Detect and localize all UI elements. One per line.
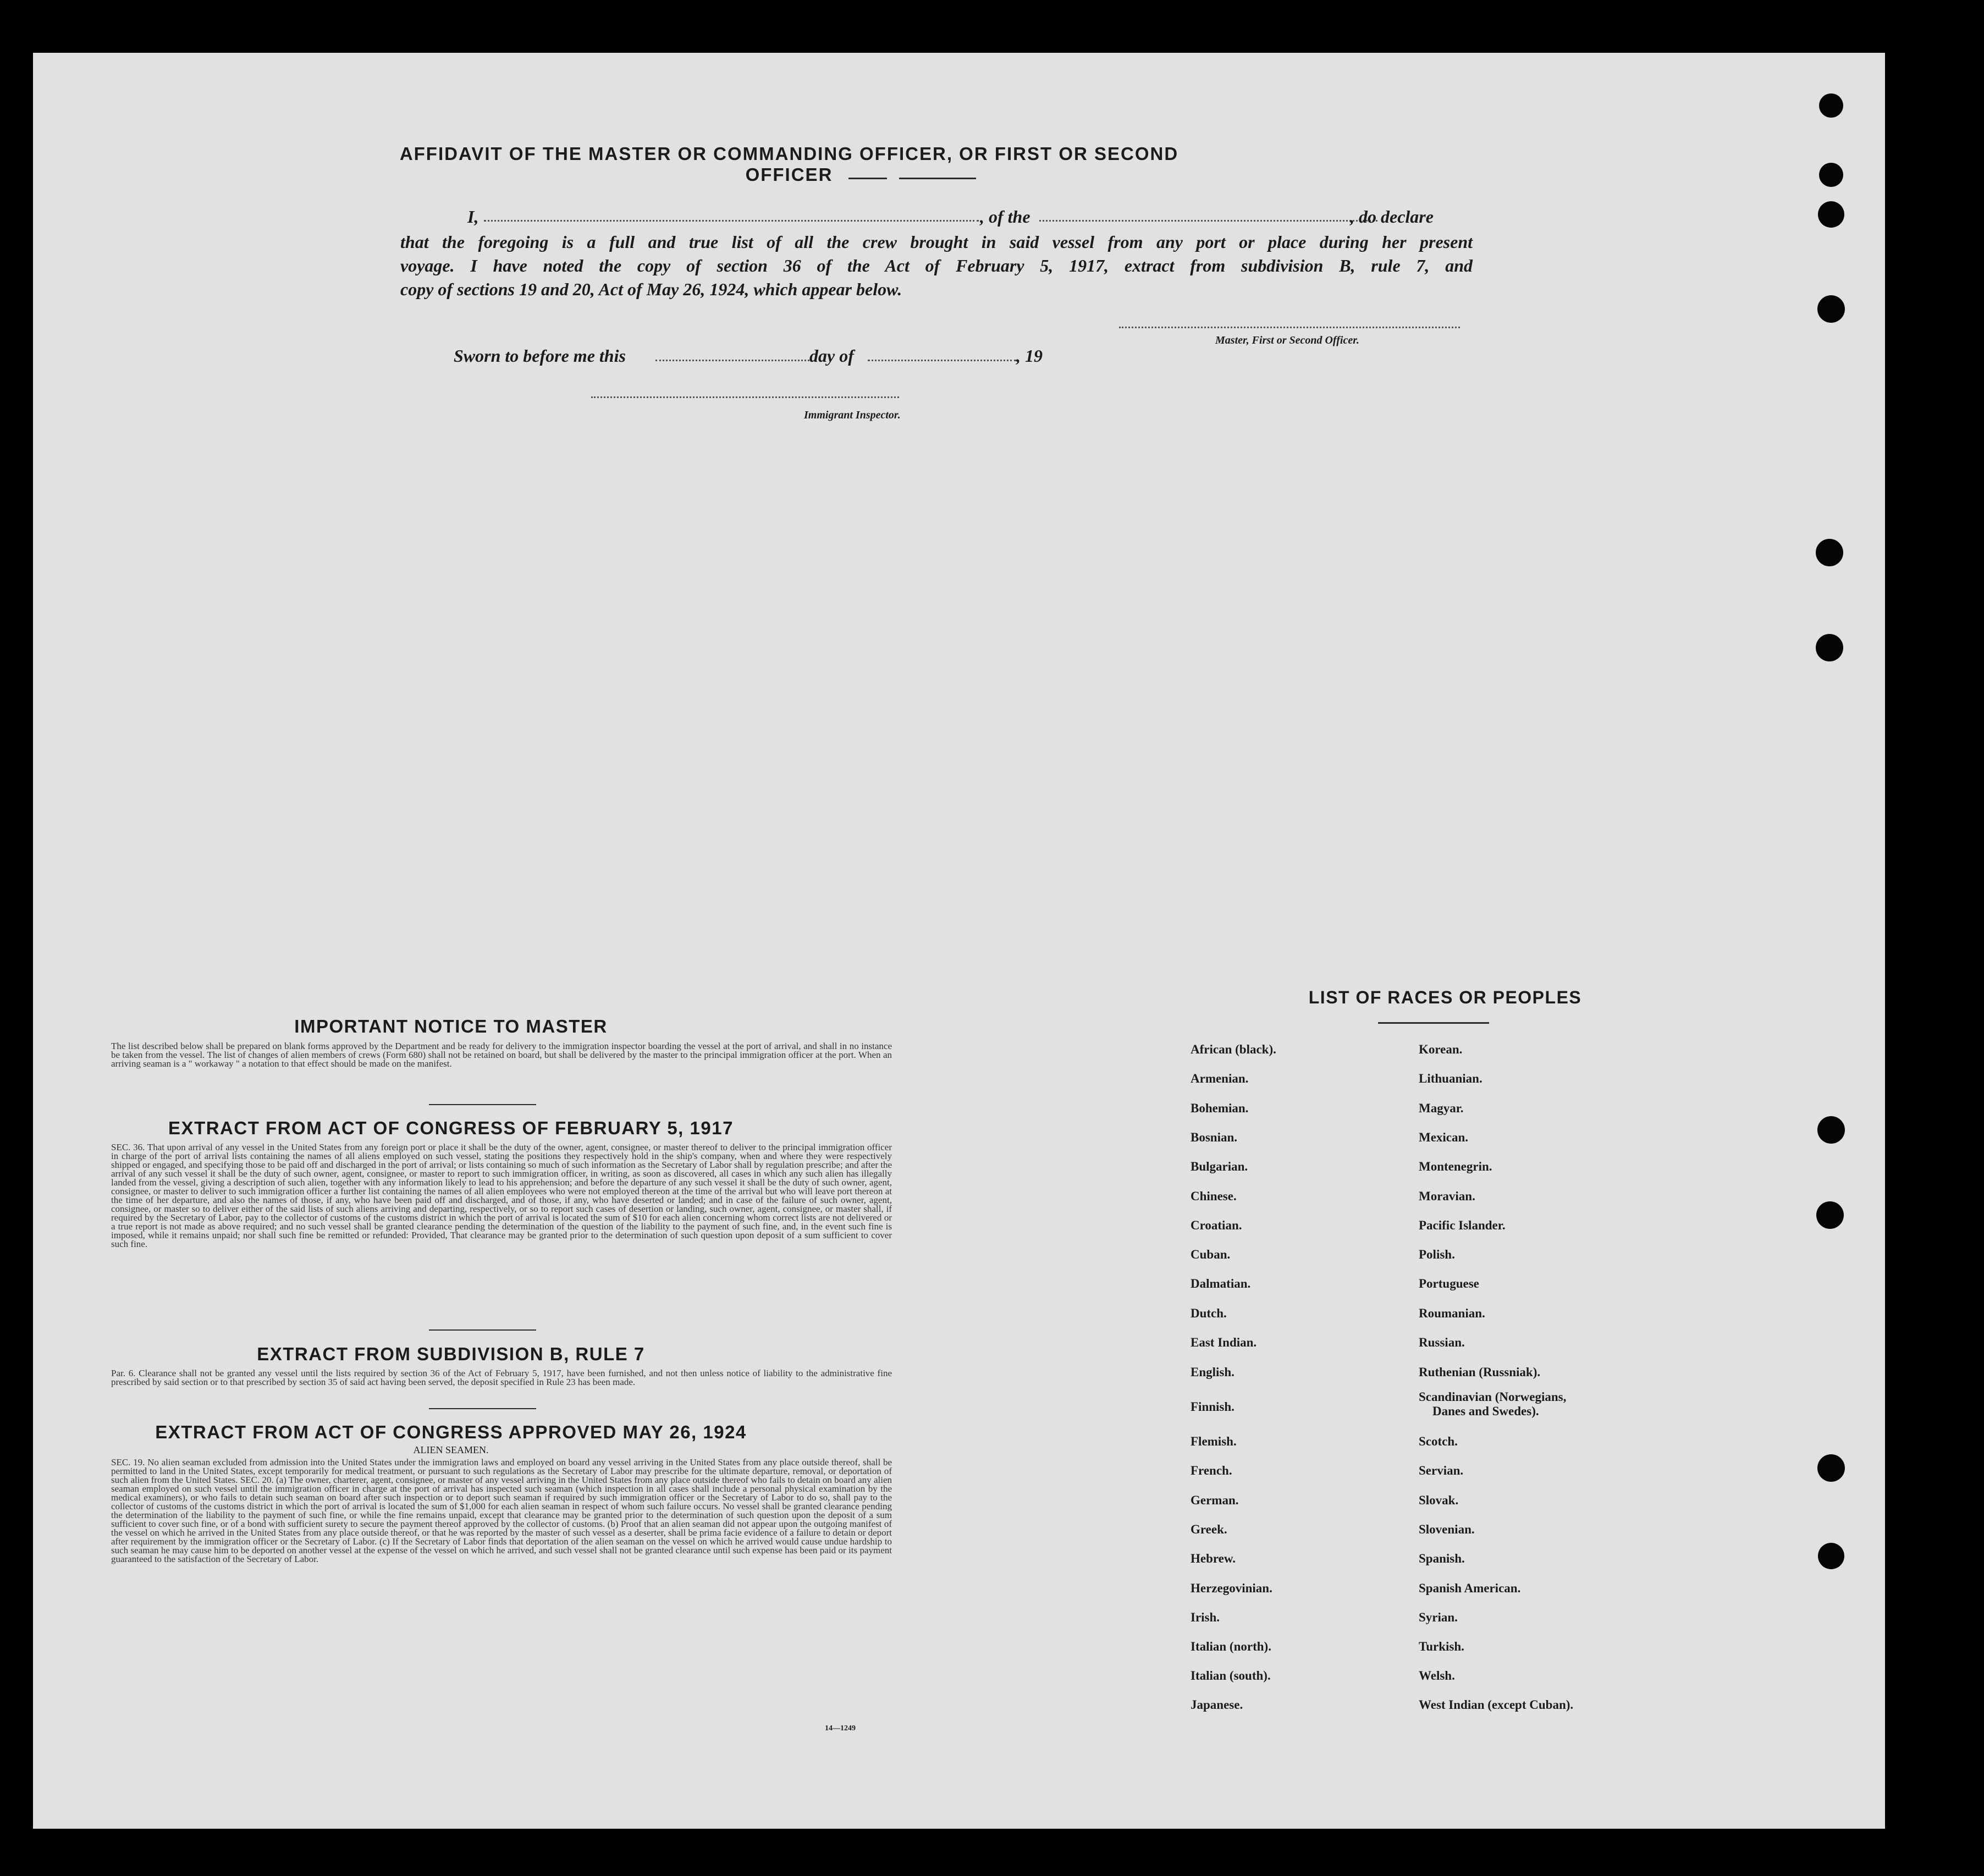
- race-item: Spanish.: [1419, 1552, 1465, 1565]
- race-item-continuation: Danes and Swedes).: [1432, 1404, 1539, 1418]
- race-item: Armenian.: [1191, 1072, 1249, 1085]
- section-divider: [429, 1408, 536, 1409]
- race-item: Japanese.: [1191, 1698, 1243, 1712]
- races-title: LIST OF RACES OR PEOPLES: [1308, 987, 1582, 1007]
- race-item: German.: [1191, 1493, 1239, 1507]
- affidavit-line: that the foregoing is a full and true list of all the crew brought in said vessel from any port or place during her present: [400, 232, 1473, 252]
- extract-1924-subtitle: ALIEN SEAMEN.: [413, 1444, 489, 1455]
- race-item: West Indian (except Cuban).: [1419, 1698, 1574, 1712]
- section-divider: [429, 1104, 536, 1105]
- declare-text: , do declare: [1350, 207, 1434, 227]
- race-item: French.: [1191, 1464, 1232, 1477]
- binder-hole: [1816, 1201, 1844, 1229]
- race-item: Bulgarian.: [1191, 1160, 1248, 1173]
- race-item: Bohemian.: [1191, 1101, 1249, 1115]
- race-item: Scandinavian (Norwegians,: [1419, 1390, 1567, 1404]
- declarant-name-field[interactable]: [484, 220, 979, 222]
- race-item: Roumanian.: [1419, 1306, 1485, 1320]
- race-item: Mexican.: [1419, 1130, 1469, 1144]
- title-rule: [848, 178, 887, 179]
- race-item: Hebrew.: [1191, 1552, 1236, 1565]
- race-item: Italian (south).: [1191, 1669, 1271, 1682]
- master-signature-field[interactable]: [1119, 327, 1460, 328]
- extract-1924-title: EXTRACT FROM ACT OF CONGRESS APPROVED MAY 26, 1924: [155, 1422, 747, 1442]
- race-item: Bosnian.: [1191, 1130, 1238, 1144]
- races-title-rule: [1378, 1022, 1489, 1024]
- race-item: Croatian.: [1191, 1218, 1242, 1232]
- affidavit-title: AFFIDAVIT OF THE MASTER OR COMMANDING OFFICER, OR FIRST OR SECOND OFFICER: [399, 144, 1179, 185]
- race-item: Irish.: [1191, 1610, 1220, 1624]
- master-signature-label: Master, First or Second Officer.: [1215, 334, 1359, 346]
- race-item: Montenegrin.: [1419, 1160, 1492, 1173]
- sworn-day-field[interactable]: [655, 360, 809, 361]
- extract-rule7-text: Par. 6. Clearance shall not be granted any vessel until the lists required by section 36 of the Act of February 5, 1917, have been furnished, and not then unless notice of liability to the administrative fine prescribed by said section or to that prescribed by section 35 of said act having been served, the deposit specified in Rule 23 has been made.: [111, 1368, 892, 1387]
- sworn-day-of: day of: [809, 346, 854, 366]
- race-item: Flemish.: [1191, 1434, 1237, 1448]
- binder-hole: [1817, 1116, 1845, 1144]
- binder-hole: [1818, 1543, 1844, 1569]
- race-item: Turkish.: [1419, 1640, 1464, 1653]
- race-item: Italian (north).: [1191, 1640, 1271, 1653]
- race-item: Slovenian.: [1419, 1522, 1475, 1536]
- extract-1917-title: EXTRACT FROM ACT OF CONGRESS OF FEBRUARY 5, 1917: [168, 1118, 734, 1138]
- extract-1924-text: SEC. 19. No alien seaman excluded from admission into the United States under the immigration laws and employed on board any vessel arriving in the United States from any place outside thereof, shall be permitted to land in the United States, except temporarily for medical treatment, or pursuant to such regulations as the Secretary of Labor may prescribe for the ultimate departure, removal, or deportation of such alien from the United States. SEC. 20. (a) The owner, charterer, agent, consignee, or master of any vessel arriving in the United States from any place outside thereof who fails to detain on board any alien seaman employed on such vessel until the immigration officer in charge at the port of arrival has inspected such seaman (which inspection in all cases shall include a personal physical examination by the medical examiners), or who fails to detain such seaman on board after such inspection or to deport such seaman if required by such immigration officer or the Secretary of Labor to do so, shall pay to the collector of customs of the customs district in which the port of arrival is located the sum of $1,000 for each alien seaman in respect of whom such failure occurs. No vessel shall be granted clearance pending the determination of the liability to the payment of such fine, or while the fine remains unpaid, except that clearance may be granted prior to the determination of such question upon the deposit of a sum sufficient to cover such fine, or of a bond with sufficient surety to secure the payment thereof approved by the collector of customs. (b) Proof that an alien seaman did not appear upon the outgoing manifest of the vessel on which he arrived in the United States from any place outside thereof, or that he was reported by the master of such vessel as a deserter, shall be prima facie evidence of a failure to detain or deport after requirement by the immigration officer or the Secretary of Labor. (c) If the Secretary of Labor finds that deportation of the alien seaman on the vessel on which he arrived would cause undue hardship to such seaman he may cause him to be deported on another vessel at the expense of the vessel on which he arrived, and such vessel shall not be granted clearance until such expense has been paid or its payment guaranteed to the satisfaction of the Secretary of Labor.: [111, 1457, 892, 1564]
- section-divider: [429, 1329, 536, 1331]
- vessel-name-field[interactable]: [1039, 220, 1377, 222]
- binder-hole: [1817, 1454, 1845, 1482]
- inspector-signature-field[interactable]: [591, 396, 899, 398]
- title-rule: [899, 178, 976, 179]
- form-number: 14—1249: [825, 1724, 856, 1732]
- affidavit-statement: [400, 230, 1473, 301]
- race-item: Spanish American.: [1419, 1581, 1521, 1595]
- race-item: Dutch.: [1191, 1306, 1227, 1320]
- vessel-prefix: , of the: [980, 207, 1030, 227]
- race-item: Korean.: [1419, 1042, 1463, 1056]
- notice-title: IMPORTANT NOTICE TO MASTER: [294, 1016, 608, 1036]
- binder-hole: [1816, 539, 1843, 566]
- race-item: Pacific Islander.: [1419, 1218, 1506, 1232]
- race-item: Magyar.: [1419, 1101, 1464, 1115]
- sworn-year: , 19: [1016, 346, 1043, 366]
- race-item: Scotch.: [1419, 1434, 1458, 1448]
- race-item: Dalmatian.: [1191, 1277, 1251, 1290]
- binder-hole: [1819, 163, 1843, 187]
- race-item: Lithuanian.: [1419, 1072, 1483, 1085]
- race-item: Syrian.: [1419, 1610, 1458, 1624]
- form-sheet: [33, 53, 1885, 1829]
- race-item: Servian.: [1419, 1464, 1464, 1477]
- inspector-label: Immigrant Inspector.: [804, 409, 901, 421]
- race-item: Cuban.: [1191, 1248, 1231, 1261]
- sworn-month-field[interactable]: [868, 360, 1016, 361]
- affidavit-line: copy of sections 19 and 20, Act of May 26, 1924, which appear below.: [400, 279, 902, 299]
- notice-text: The list described below shall be prepared on blank forms approved by the Department and be ready for delivery to the immigration inspector boarding the vessel at the port of arrival, and shall in no instance be taken from the vessel. The list of changes of alien members of crews (Form 680) shall not be retained on board, but shall be delivered by the master to the principal immigration officer at the port. When an arriving seaman is a " workaway " a notation to that effect should be made on the manifest.: [111, 1041, 892, 1069]
- binder-hole: [1818, 201, 1844, 228]
- race-item: Herzegovinian.: [1191, 1581, 1272, 1595]
- binder-hole: [1819, 93, 1843, 118]
- sworn-text: Sworn to before me this: [454, 346, 626, 366]
- race-item: Chinese.: [1191, 1189, 1237, 1203]
- race-item: African (black).: [1191, 1042, 1276, 1056]
- race-item: Ruthenian (Russniak).: [1419, 1365, 1541, 1379]
- binder-hole: [1816, 634, 1843, 661]
- race-item: Welsh.: [1419, 1669, 1455, 1682]
- race-item: English.: [1191, 1365, 1235, 1379]
- race-item: Polish.: [1419, 1248, 1455, 1261]
- race-item: Finnish.: [1191, 1400, 1235, 1414]
- race-item: Greek.: [1191, 1522, 1227, 1536]
- race-item: East Indian.: [1191, 1336, 1257, 1349]
- race-item: Portuguese: [1419, 1277, 1479, 1290]
- race-item: Moravian.: [1419, 1189, 1475, 1203]
- extract-rule7-title: EXTRACT FROM SUBDIVISION B, RULE 7: [257, 1344, 645, 1364]
- affidavit-line: voyage. I have noted the copy of section 36 of the Act of February 5, 1917, extract from subdivision B, rule 7, and: [400, 256, 1473, 275]
- race-item: Russian.: [1419, 1336, 1465, 1349]
- extract-1917-text: SEC. 36. That upon arrival of any vessel in the United States from any foreign port or place it shall be the duty of the owner, agent, consignee, or master thereof to deliver to the principal immigration officer in charge of the port of arrival lists containing the names of all aliens employed on such vessel, stating the positions they respectively hold in the ship's company, when and where they were respectively shipped or engaged, and specifying those to be paid off and discharged in the port of arrival; or lists containing so much of such information as the Secretary of Labor shall by regulation prescribe; and after the arrival of any such vessel it shall be the duty of such owner, agent, consignee, or master to report to such immigration officer, in writing, as soon as discovered, all cases in which any such alien has illegally landed from the vessel, giving a description of such alien, together with any information likely to lead to his apprehension; and before the departure of any such vessel it shall be the duty of such owner, agent, consignee, or master to deliver to such immigration officer a further list containing the names of all alien employees who were not employed thereon at the time of the arrival but who will leave port thereon at the time of her departure, and also the names of those, if any, who have been paid off and discharged, and of those, if any, who have deserted or landed; and in case of the failure of such owner, agent, consignee, or master so to deliver either of the said lists of such aliens arriving and departing, respectively, or so to report such cases of desertion or landing, such owner, agent, consignee, or master shall, if required by the Secretary of Labor, pay to the collector of customs of the customs district in which the port of arrival is located the sum of $10 for each alien concerning whom correct lists are not delivered or a true report is not made as above required; and no such vessel shall be granted clearance pending the determination of the question of the liability to the payment of such fine, and, in the event such fine is imposed, while it remains unpaid; nor shall such fine be remitted or refunded: Provided, That clearance may be granted prior to the determination of such question upon deposit of a sum sufficient to cover such fine.: [111, 1142, 892, 1249]
- declarant-prefix: I,: [467, 207, 479, 227]
- binder-hole: [1817, 295, 1845, 323]
- race-item: Slovak.: [1419, 1493, 1459, 1507]
